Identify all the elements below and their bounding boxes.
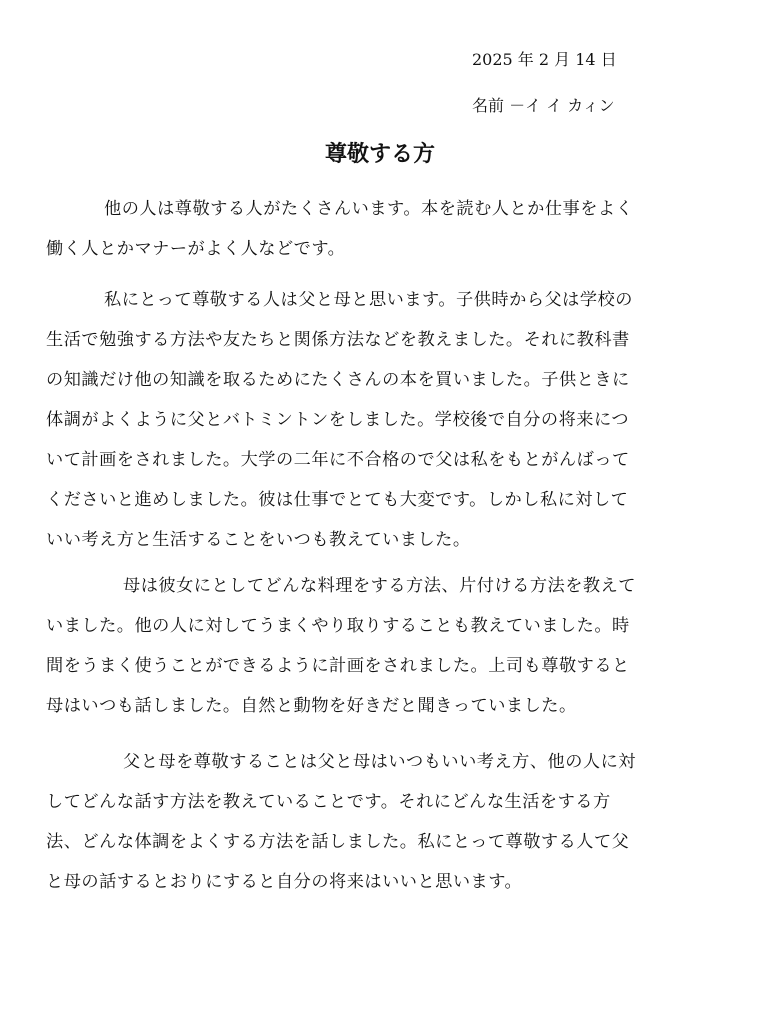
paragraph-line: 父と母を尊敬することは父と母はいつもいい考え方、他の人に対 — [123, 752, 636, 772]
paragraph-line: 私にとって尊敬する人は父と母と思います。子供時から父は学校の — [104, 290, 633, 310]
paragraph-line: いい考え方と生活することをいつも教えていました。 — [46, 530, 471, 550]
paragraph-line: いました。他の人に対してうまくやり取りすることも教えていました。時 — [46, 616, 630, 636]
paragraph-line: 母は彼女にとしてどんな料理をする方法、片付ける方法を教えて — [123, 576, 636, 596]
paragraph-line: 法、どんな体調をよくする方法を話しました。私にとって尊敬する人て父 — [46, 832, 630, 852]
paragraph-line: いて計画をされました。大学の二年に不合格ので父は私をもとがんばって — [46, 450, 630, 470]
paragraph-3 — [46, 566, 636, 726]
paragraph-line: くださいと進めしました。彼は仕事でとても大変です。しかし私に対して — [46, 490, 629, 510]
paragraph-1 — [46, 189, 633, 269]
date-line: 2025 年 2 月 14 日 — [472, 50, 617, 69]
name-line: 名前 －イ イ カィン — [472, 96, 615, 115]
paragraph-line: 体調がよくように父とバトミントンをしました。学校後で自分の将来につ — [46, 410, 630, 430]
paragraph-2 — [46, 280, 633, 560]
essay-title: 尊敬する方 — [324, 141, 435, 167]
paragraph-line: 母はいつも話しました。自然と動物を好きだと聞きっていました。 — [46, 696, 577, 716]
paragraph-line: の知識だけ他の知識を取るためにたくさんの本を買いました。子供ときに — [46, 370, 630, 390]
paragraph-line: 他の人は尊敬する人がたくさんいます。本を読む人とか仕事をよく — [104, 199, 634, 219]
paragraph-line: してどんな話す方法を教えていることです。それにどんな生活をする方 — [46, 792, 611, 812]
paragraph-line: 働く人とかマナーがよく人などです。 — [46, 239, 346, 259]
paragraph-line: と母の話するとおりにすると自分の将来はいいと思います。 — [46, 872, 523, 892]
paragraph-line: 間をうまく使うことができるように計画をされました。上司も尊敬すると — [46, 656, 630, 676]
paragraph-line: 生活で勉強する方法や友たちと関係方法などを教えました。それに教科書 — [46, 330, 630, 350]
paragraph-4 — [46, 742, 636, 902]
